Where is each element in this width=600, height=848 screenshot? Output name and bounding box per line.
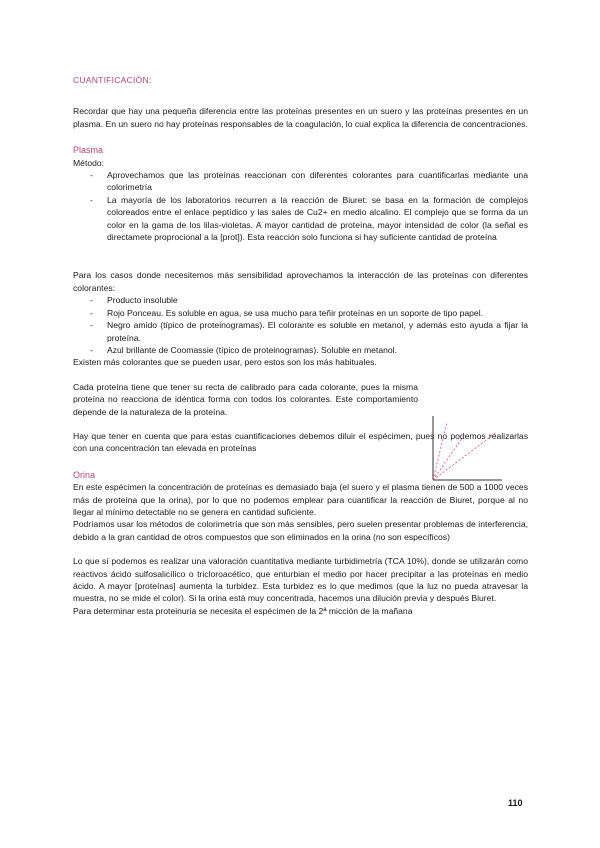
orina-paragraph-2: Podríamos usar los métodos de colorimetría que son más sensibles, pero suelen presentar problemas de interferencia, debido a la gran cantidad de otros compuestos que son eliminados en la orina (no son específicos) [73, 519, 528, 542]
sensitivity-outro: Existen más colorantes que se pueden usar, pero estos son los más habituales. [73, 357, 377, 368]
plasma-list [73, 169, 528, 243]
list-item: - Aprovechamos que las proteínas reaccionan con diferentes colorantes para cuantificarlas mediante una colorimetría [73, 169, 528, 194]
page-number: 110 [508, 798, 523, 808]
calibration-lines-figure [427, 410, 502, 482]
list-item: - Rojo Ponceau. Es soluble en agua, se usa mucho para teñir proteínas en un soporte de tipo papel. [73, 307, 528, 319]
orina-paragraph-4: Para determinar esta proteinuria se necesita el espécimen de la 2ª micción de la mañana [73, 605, 413, 616]
calibration-line [433, 422, 447, 480]
list-item: - La mayoría de los laboratorios recurren a la reacción de Biuret: se basa en la formación de complejos coloreados entre el enlace peptídico y las sales de Cu2+ en medio alcalino. El complejo que se forma da un color en la gama de los lilas-violetas. A mayor cantidad de proteína, mayor intensidad de color (la señal es directamete proprocional a la [prot]). Esta reacción solo funciona si hay suficiente cantidad de proteína [73, 194, 528, 244]
colorant-list [73, 294, 528, 356]
orina-paragraph-1: En este espécimen la concentración de proteínas es demasiado baja (el suero y el plasma tienen de 500 a 1000 veces más de proteína que la orina), por lo que no podemos emplear para cuantificar la reacción de Biuret, porque al no llegar al mínimo detectable no se genera en cantidad suficiente. [73, 482, 528, 517]
list-item: - Azul brillante de Coomassie (típico de proteinogramas). Soluble en metanol. [73, 344, 452, 356]
heading-colon: : [148, 75, 152, 85]
document-page [73, 74, 528, 617]
section-heading [73, 74, 528, 86]
dilution-paragraph: Hay que tener en cuenta que para estas cuantificaciones debemos diluir el espécimen, pues no podemos realizarlas con una concentración tan elevada en proteínas [73, 430, 528, 454]
sensitivity-intro: Para los casos donde necesitemos más sensibilidad aprovechamos la interacción de las proteínas con diferentes colorantes: [73, 270, 528, 293]
plasma-title: Plasma [73, 145, 104, 156]
list-item: - Negro amido (típico de proteinogramas). El colorante es soluble en metanol, y además esto ayuda a fijar la proteína. [73, 319, 528, 344]
orina-paragraph-3: Lo que sí podemos es realizar una valoración cuantitativa mediante turbidimetría (TCA 10%), donde se utilizarán como reactivos ácido sulfosalicílico o tricloroacético, que enturbian el medio por hacer precipitar a las proteínas en medio ácido. A mayor [proteínas] aumenta la turbidez. Esta turbidez es lo que medimos (que la luz no pueda atravesar la muestra, no se mide el color). Si la orina está muy concentrada, hacemos una dilución previa y después Biuret. [73, 556, 528, 604]
list-item: - Producto insoluble [73, 294, 528, 306]
orina-title: Orina [73, 469, 96, 480]
calibration-paragraph: Cada proteína tiene que tener su recta de calibrado para cada colorante, pues la misma proteína no reacciona de idéntica forma con todos los colorantes. Este comportamiento depende de la naturaleza de la proteína. [73, 381, 418, 417]
calibration-line [433, 434, 465, 480]
heading-text: CUANTIFICACIÓN [73, 75, 149, 85]
method-label: Método: [73, 157, 105, 168]
intro-paragraph: Recordar que hay una pequeña diferencia entre las proteínas presentes en un suero y las proteínas presentes en un plasma. En un suero no hay proteínas responsables de la coagulación, lo cual explica la diferencia de concentraciones. [73, 106, 528, 129]
